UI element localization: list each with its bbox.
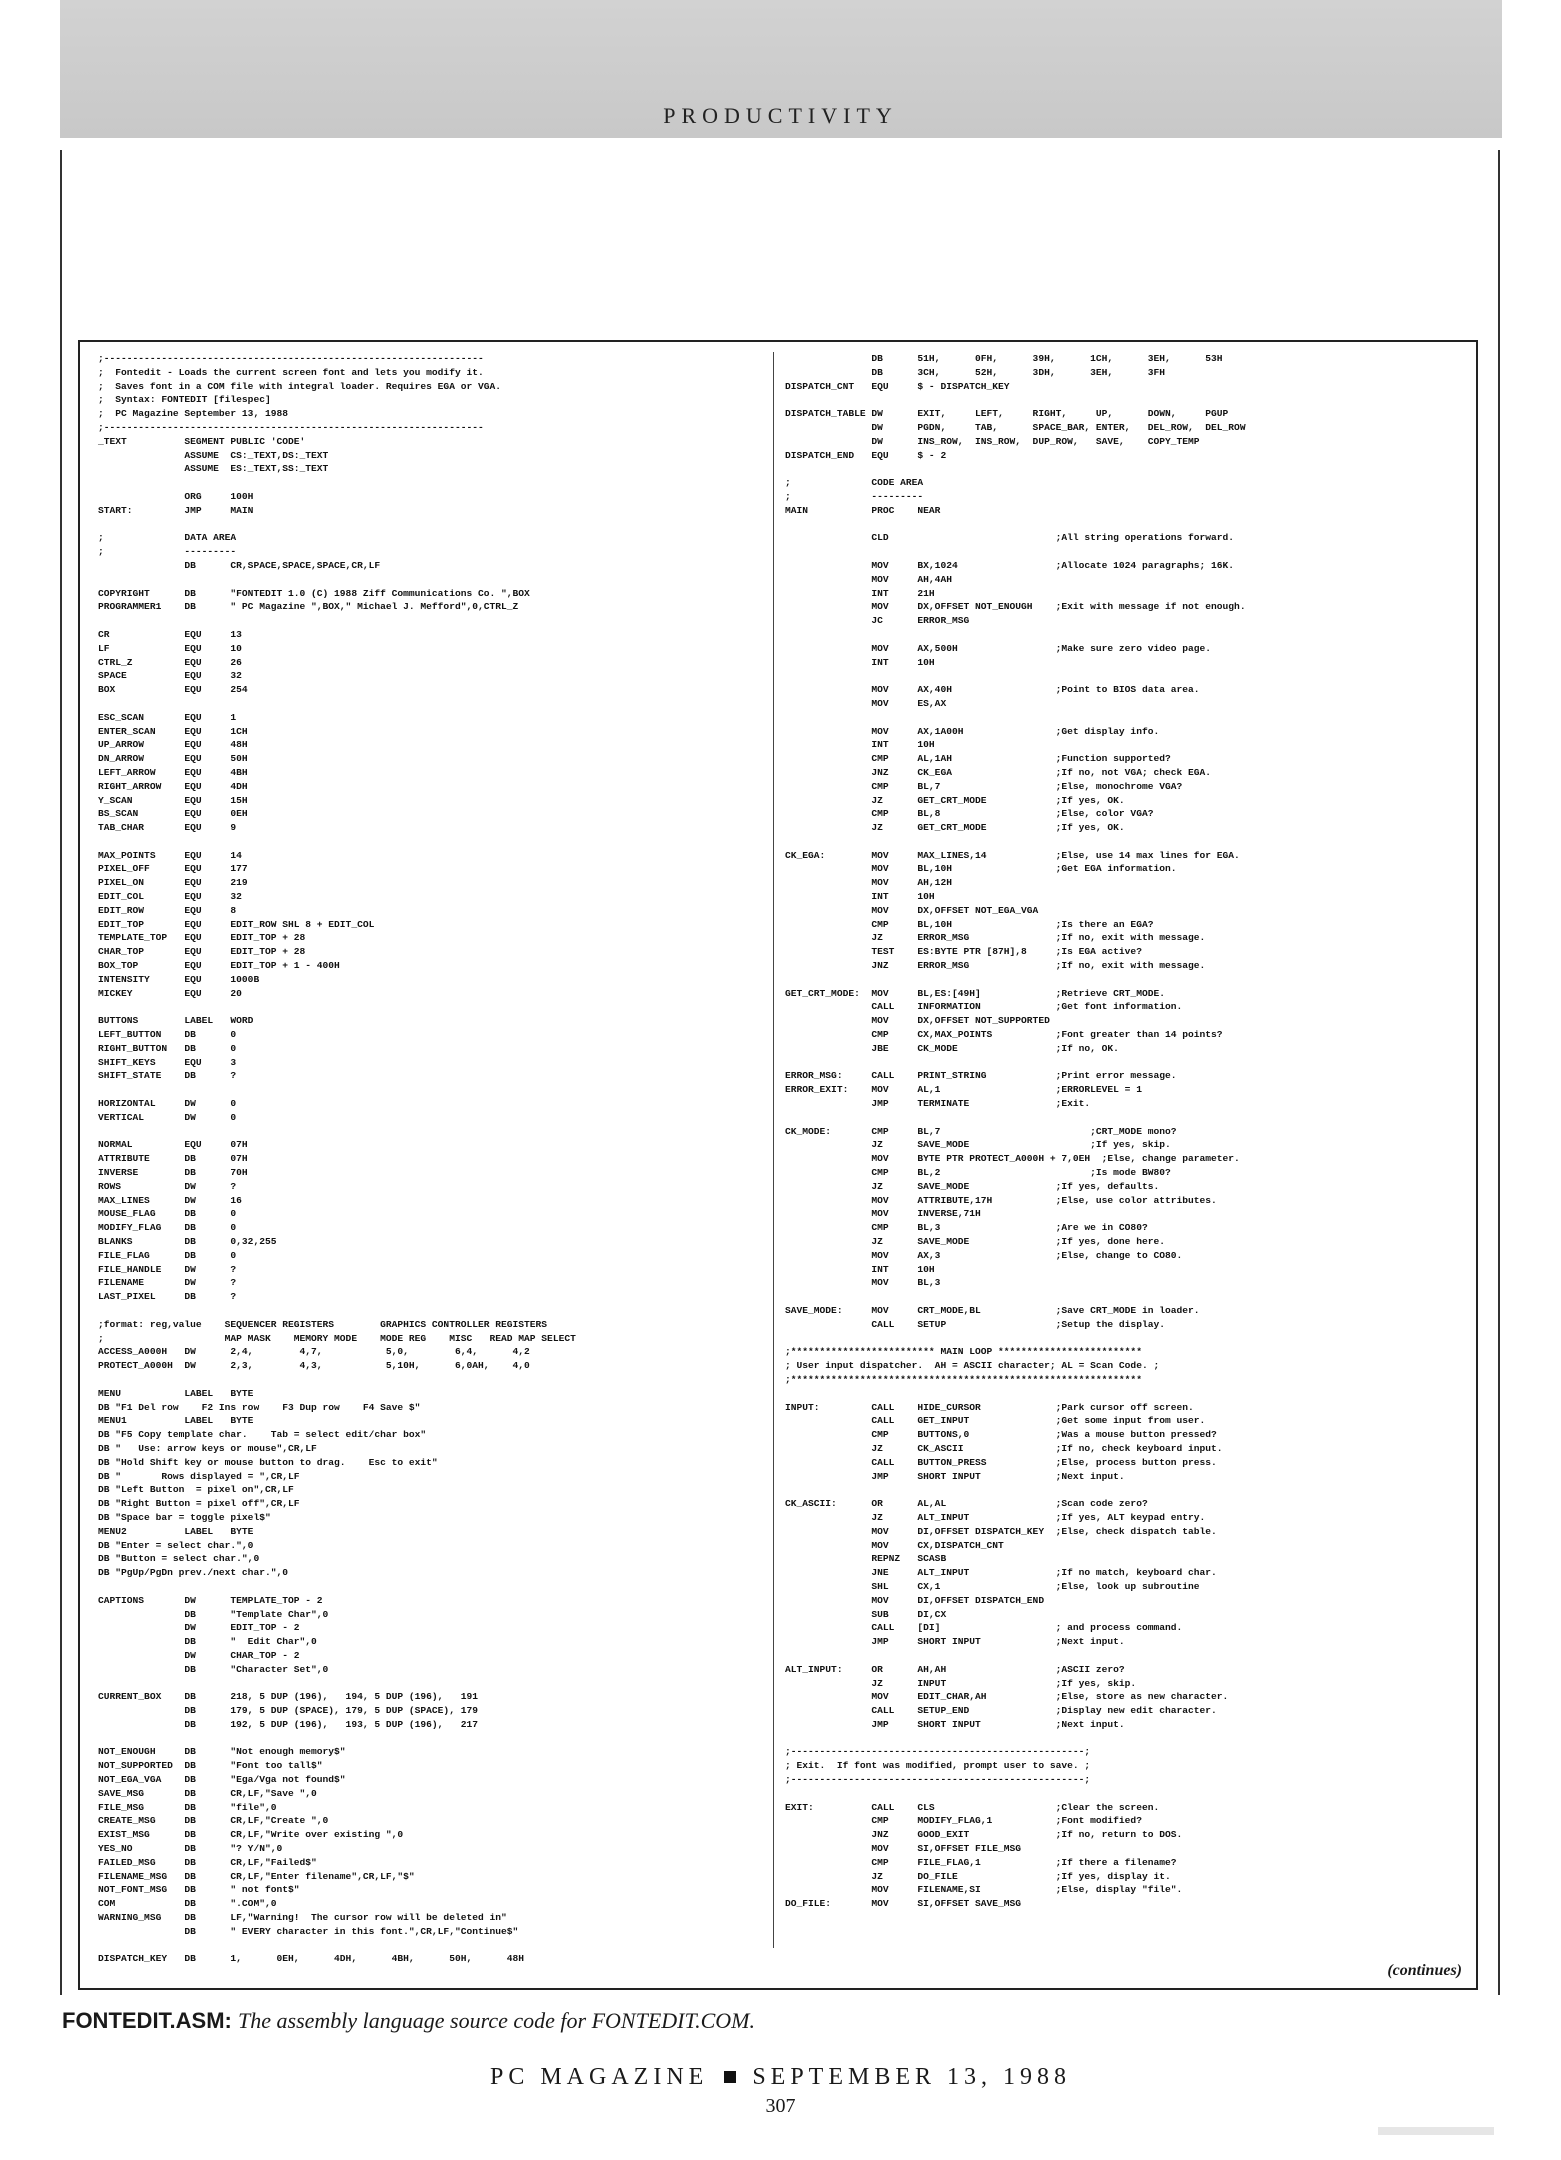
code-line: ALT_INPUT: OR AH,AH ;ASCII zero? (785, 1663, 1125, 1675)
code-line: JZ INPUT ;If yes, skip. (785, 1677, 1137, 1689)
code-line: SUB DI,CX (785, 1608, 947, 1620)
code-line (785, 1649, 1470, 1663)
code-line: GET_CRT_MODE: MOV BL,ES:[49H] ;Retrieve CRT_MODE. (785, 987, 1165, 999)
code-line: NOT_SUPPORTED DB "Font too tall$" (98, 1760, 323, 1772)
code-line: DW INS_ROW, INS_ROW, DUP_ROW, SAVE, COPY_TEMP (785, 435, 1200, 447)
code-line: MENU LABEL BYTE (98, 1387, 254, 1399)
code-line: MAX_POINTS EQU 14 (98, 849, 242, 861)
code-line: CMP BUTTONS,0 ;Was a mouse button pressed? (785, 1429, 1217, 1441)
code-line: MOV AX,3 ;Else, change to CO80. (785, 1249, 1183, 1261)
code-line: MOV AH,4AH (785, 573, 952, 585)
code-line: MOV AH,12H (785, 877, 952, 889)
code-line: MENU1 LABEL BYTE (98, 1415, 254, 1427)
code-line: ;---------------------------------------------------; (785, 1774, 1091, 1786)
code-line: LEFT_ARROW EQU 4BH (98, 766, 248, 778)
code-line: UP_ARROW EQU 48H (98, 739, 248, 751)
code-line: REPNZ SCASB (785, 1553, 947, 1565)
code-line: ;---------------------------------------------------; (785, 1746, 1091, 1758)
code-line: ; PC Magazine September 13, 1988 (98, 408, 288, 420)
code-line: ;------------------------------------------------------------------ (98, 353, 484, 364)
code-line: SHIFT_STATE DB ? (98, 1070, 237, 1082)
code-line (98, 476, 773, 490)
code-line: CALL GET_INPUT ;Get some input from user. (785, 1415, 1206, 1427)
code-line: JZ ALT_INPUT ;If yes, ALT keypad entry. (785, 1511, 1206, 1523)
code-line: MOV FILENAME,SI ;Else, display "file". (785, 1884, 1183, 1896)
code-line: ; --------- (785, 490, 924, 502)
code-line (785, 973, 1470, 987)
code-line: INPUT: CALL HIDE_CURSOR ;Park cursor off screen. (785, 1401, 1194, 1413)
code-line: JZ CK_ASCII ;If no, check keyboard input. (785, 1442, 1223, 1454)
code-line (98, 1580, 773, 1594)
code-line: ; --------- (98, 546, 237, 558)
code-line: JMP SHORT INPUT ;Next input. (785, 1718, 1125, 1730)
code-line: DB 179, 5 DUP (SPACE), 179, 5 DUP (SPACE), 179 (98, 1705, 478, 1717)
code-line: CALL INFORMATION ;Get font information. (785, 1001, 1183, 1013)
code-line: CK_EGA: MOV MAX_LINES,14 ;Else, use 14 max lines for EGA. (785, 849, 1240, 861)
code-line (785, 1056, 1470, 1070)
code-line: JBE CK_MODE ;If no, OK. (785, 1042, 1119, 1054)
page-number: 307 (765, 2095, 796, 2117)
code-line (98, 1000, 773, 1014)
code-line: CR EQU 13 (98, 628, 242, 640)
code-line (98, 697, 773, 711)
code-line: CMP AL,1AH ;Function supported? (785, 753, 1171, 765)
column-divider (773, 352, 774, 1948)
magazine-name: PC MAGAZINE (489, 2064, 709, 2090)
code-line: CMP BL,8 ;Else, color VGA? (785, 808, 1154, 820)
code-line: CMP BL,10H ;Is there an EGA? (785, 918, 1154, 930)
code-line: ROWS DW ? (98, 1180, 237, 1192)
code-line (98, 835, 773, 849)
continues-label: (continues) (1387, 1962, 1462, 1979)
code-line: CK_ASCII: OR AL,AL ;Scan code zero? (785, 1498, 1148, 1510)
code-line: MOV DX,OFFSET NOT_SUPPORTED (785, 1015, 1050, 1027)
code-line: BOX EQU 254 (98, 684, 248, 696)
separator-square-icon (724, 2071, 736, 2083)
code-line: CALL SETUP_END ;Display new edit character. (785, 1705, 1217, 1717)
code-line: MOV DX,OFFSET NOT_EGA_VGA (785, 904, 1039, 916)
code-line: ;************************************************************* (785, 1373, 1142, 1385)
code-line: SAVE_MSG DB CR,LF,"Save ",0 (98, 1787, 317, 1799)
code-line: DW PGDN, TAB, SPACE_BAR, ENTER, DEL_ROW, DEL_ROW (785, 421, 1246, 433)
code-line: MOV CX,DISPATCH_CNT (785, 1539, 1004, 1551)
caption-label: FONTEDIT.ASM: (62, 2008, 232, 2033)
code-line: FILE_FLAG DB 0 (98, 1249, 237, 1261)
code-line: DB "Hold Shift key or mouse button to drag. Esc to exit" (98, 1456, 438, 1468)
code-line: MOV BX,1024 ;Allocate 1024 paragraphs; 16K. (785, 559, 1235, 571)
code-line (785, 1732, 1470, 1746)
code-line (785, 1332, 1470, 1346)
code-line: BS_SCAN EQU 0EH (98, 808, 248, 820)
code-line: LEFT_BUTTON DB 0 (98, 1029, 237, 1041)
code-line: MENU2 LABEL BYTE (98, 1525, 254, 1537)
code-line (785, 545, 1470, 559)
code-line: DISPATCH_KEY DB 1, 0EH, 4DH, 4BH, 50H, 48H (98, 1953, 525, 1965)
code-line: CK_MODE: CMP BL,7 ;CRT_MODE mono? (785, 1125, 1177, 1137)
code-line: ;------------------------------------------------------------------ (98, 421, 484, 433)
code-line (98, 1939, 773, 1953)
code-line: INT 21H (785, 587, 935, 599)
code-line: MAX_LINES DW 16 (98, 1194, 242, 1206)
code-line: TEMPLATE_TOP EQU EDIT_TOP + 28 (98, 932, 306, 944)
code-line (785, 835, 1470, 849)
code-line: DB "F5 Copy template char. Tab = select edit/char box" (98, 1429, 427, 1441)
code-line: COM DB ".COM",0 (98, 1898, 277, 1910)
code-line: DO_FILE: MOV SI,OFFSET SAVE_MSG (785, 1898, 1022, 1910)
code-line: ;************************* MAIN LOOP ************************* (785, 1346, 1142, 1358)
code-line: MOV ES,AX (785, 697, 947, 709)
listing-column-left (98, 352, 773, 1965)
code-line: MOV AX,1A00H ;Get display info. (785, 725, 1160, 737)
code-line: INT 10H (785, 739, 935, 751)
code-line: JZ SAVE_MODE ;If yes, defaults. (785, 1180, 1160, 1192)
code-line: CHAR_TOP EQU EDIT_TOP + 28 (98, 946, 306, 958)
code-line: CALL BUTTON_PRESS ;Else, process button press. (785, 1456, 1217, 1468)
code-line: JMP SHORT INPUT ;Next input. (785, 1470, 1125, 1482)
code-line: JZ SAVE_MODE ;If yes, done here. (785, 1236, 1165, 1247)
code-line: PIXEL_OFF EQU 177 (98, 863, 248, 875)
code-line: FILENAME_MSG DB CR,LF,"Enter filename",CR,LF,"$" (98, 1870, 415, 1882)
code-line: MOV AX,500H ;Make sure zero video page. (785, 642, 1212, 654)
code-line: CMP BL,3 ;Are we in CO80? (785, 1222, 1148, 1234)
code-line: DB " Edit Char",0 (98, 1636, 317, 1648)
code-line: DN_ARROW EQU 50H (98, 753, 248, 765)
code-line (785, 1387, 1470, 1401)
scan-smudge (1378, 2127, 1494, 2135)
code-line: CALL SETUP ;Setup the display. (785, 1318, 1165, 1330)
code-line: JZ SAVE_MODE ;If yes, skip. (785, 1139, 1171, 1151)
code-line: ; User input dispatcher. AH = ASCII character; AL = Scan Code. ; (785, 1360, 1160, 1372)
code-line: EXIT: CALL CLS ;Clear the screen. (785, 1801, 1160, 1813)
code-line (785, 1787, 1470, 1801)
code-line: _TEXT SEGMENT PUBLIC 'CODE' (98, 435, 306, 447)
code-line: JMP TERMINATE ;Exit. (785, 1098, 1091, 1110)
code-line (98, 1732, 773, 1746)
code-line: CMP MODIFY_FLAG,1 ;Font modified? (785, 1815, 1142, 1827)
code-line: MOV EDIT_CHAR,AH ;Else, store as new character. (785, 1691, 1229, 1703)
code-line: FILE_HANDLE DW ? (98, 1263, 237, 1275)
code-line: WARNING_MSG DB LF,"Warning! The cursor row will be deleted in" (98, 1912, 507, 1924)
code-line: FAILED_MSG DB CR,LF,"Failed$" (98, 1856, 317, 1868)
code-line (785, 1483, 1470, 1497)
code-line: ; Exit. If font was modified, prompt user to save. ; (785, 1760, 1091, 1772)
code-line: ERROR_EXIT: MOV AL,1 ;ERRORLEVEL = 1 (785, 1084, 1142, 1096)
code-line: TAB_CHAR EQU 9 (98, 822, 237, 834)
code-line: SPACE EQU 32 (98, 670, 242, 682)
code-line (785, 393, 1470, 407)
code-line: ; Fontedit - Loads the current screen font and lets you modify it. (98, 366, 484, 378)
code-line (785, 711, 1470, 725)
code-line: PROGRAMMER1 DB " PC Magazine ",BOX," Michael J. Mefford",0,CTRL_Z (98, 601, 519, 613)
code-line: EDIT_ROW EQU 8 (98, 904, 237, 916)
code-line: MOUSE_FLAG DB 0 (98, 1208, 237, 1220)
code-line (98, 1304, 773, 1318)
code-line: DB " Use: arrow keys or mouse",CR,LF (98, 1442, 317, 1454)
code-line: JZ GET_CRT_MODE ;If yes, OK. (785, 822, 1125, 834)
code-line: NOT_EGA_VGA DB "Ega/Vga not found$" (98, 1774, 346, 1786)
code-line: DB "Template Char",0 (98, 1608, 329, 1620)
code-line (785, 669, 1470, 683)
code-line: DB " Rows displayed = ",CR,LF (98, 1470, 300, 1482)
code-line: MOV DX,OFFSET NOT_ENOUGH ;Exit with message if not enough. (785, 601, 1246, 613)
code-line: JNE ALT_INPUT ;If no match, keyboard char. (785, 1567, 1217, 1579)
code-line: INVERSE DB 70H (98, 1167, 248, 1179)
code-line: BOX_TOP EQU EDIT_TOP + 1 - 400H (98, 960, 340, 972)
code-line: JZ GET_CRT_MODE ;If yes, OK. (785, 794, 1125, 806)
code-line: DB 51H, 0FH, 39H, 1CH, 3EH, 53H (785, 353, 1223, 364)
section-label: PRODUCTIVITY (663, 103, 898, 128)
code-line: NOT_ENOUGH DB "Not enough memory$" (98, 1746, 346, 1758)
code-line: INT 10H (785, 1263, 935, 1275)
code-line: BUTTONS LABEL WORD (98, 1015, 254, 1027)
code-line: SHIFT_KEYS EQU 3 (98, 1056, 237, 1068)
code-line: YES_NO DB "? Y/N",0 (98, 1843, 283, 1855)
code-line (98, 1125, 773, 1139)
code-line (98, 1083, 773, 1097)
code-line: ACCESS_A000H DW 2,4, 4,7, 5,0, 6,4, 4,2 (98, 1346, 530, 1358)
code-line: DB "Space bar = toggle pixel$" (98, 1511, 271, 1523)
code-line (98, 573, 773, 587)
code-line (785, 628, 1470, 642)
issue-date: SEPTEMBER 13, 1988 (752, 2064, 1072, 2090)
listing-column-right (785, 352, 1470, 1958)
code-line: DB "PgUp/PgDn prev./next char.",0 (98, 1567, 288, 1579)
code-line: SAVE_MODE: MOV CRT_MODE,BL ;Save CRT_MODE in loader. (785, 1304, 1200, 1316)
code-line: DB " EVERY character in this font.",CR,LF,"Continue$" (98, 1925, 519, 1937)
code-line: DB "Button = select char.",0 (98, 1553, 260, 1565)
code-line: FILE_MSG DB "file",0 (98, 1801, 277, 1813)
code-line: JMP SHORT INPUT ;Next input. (785, 1636, 1125, 1648)
code-line: MOV AX,40H ;Point to BIOS data area. (785, 684, 1200, 696)
code-line: COPYRIGHT DB "FONTEDIT 1.0 (C) 1988 Ziff Communications Co. ",BOX (98, 587, 530, 599)
code-line: ASSUME CS:_TEXT,DS:_TEXT (98, 449, 329, 461)
code-line: DB "F1 Del row F2 Ins row F3 Dup row F4 Save $" (98, 1401, 421, 1413)
code-line: FILENAME DW ? (98, 1277, 237, 1289)
code-line: DB "Character Set",0 (98, 1663, 329, 1675)
code-line: LAST_PIXEL DB ? (98, 1291, 237, 1303)
code-line: DISPATCH_TABLE DW EXIT, LEFT, RIGHT, UP, DOWN, PGUP (785, 408, 1229, 420)
code-line: MAIN PROC NEAR (785, 504, 941, 516)
code-line: MOV DI,OFFSET DISPATCH_KEY ;Else, check dispatch table. (785, 1525, 1217, 1537)
code-line: DISPATCH_CNT EQU $ - DISPATCH_KEY (785, 380, 1010, 392)
code-line: DW CHAR_TOP - 2 (98, 1649, 300, 1661)
code-line: ATTRIBUTE DB 07H (98, 1153, 248, 1165)
code-line: CMP BL,2 ;Is mode BW80? (785, 1167, 1171, 1179)
code-line (785, 518, 1470, 532)
code-line: NORMAL EQU 07H (98, 1139, 248, 1151)
code-line: HORIZONTAL DW 0 (98, 1098, 237, 1110)
code-line (98, 614, 773, 628)
code-line: ENTER_SCAN EQU 1CH (98, 725, 248, 737)
code-line: MOV INVERSE,71H (785, 1208, 981, 1220)
code-line: CREATE_MSG DB CR,LF,"Create ",0 (98, 1815, 329, 1827)
code-line: JZ DO_FILE ;If yes, display it. (785, 1870, 1171, 1882)
code-line: MODIFY_FLAG DB 0 (98, 1222, 237, 1234)
code-line: Y_SCAN EQU 15H (98, 794, 248, 806)
code-line: JNZ GOOD_EXIT ;If no, return to DOS. (785, 1829, 1183, 1841)
code-line: SHL CX,1 ;Else, look up subroutine (785, 1580, 1200, 1592)
code-line: ASSUME ES:_TEXT,SS:_TEXT (98, 463, 329, 475)
code-line: ; Syntax: FONTEDIT [filespec] (98, 394, 271, 406)
code-line: DW EDIT_TOP - 2 (98, 1622, 300, 1634)
code-line: DB 192, 5 DUP (196), 193, 5 DUP (196), 217 (98, 1718, 478, 1730)
code-line: MOV DI,OFFSET DISPATCH_END (785, 1594, 1045, 1606)
code-line: ; Saves font in a COM file with integral loader. Requires EGA or VGA. (98, 380, 502, 392)
code-line: PIXEL_ON EQU 219 (98, 877, 248, 889)
code-line: INTENSITY EQU 1000B (98, 973, 260, 985)
code-line: JZ ERROR_MSG ;If no, exit with message. (785, 932, 1206, 944)
code-line: START: JMP MAIN (98, 504, 254, 516)
code-line: ; MAP MASK MEMORY MODE MODE REG MISC READ MAP SELECT (98, 1332, 576, 1344)
code-line: MOV BYTE PTR PROTECT_A000H + 7,0EH ;Else, change parameter. (785, 1153, 1240, 1165)
code-line: EDIT_COL EQU 32 (98, 891, 242, 903)
code-line: ; DATA AREA (98, 532, 237, 544)
code-line: DB "Right Button = pixel off",CR,LF (98, 1498, 300, 1510)
code-listing (78, 340, 1478, 1990)
code-line: DB "Enter = select char.",0 (98, 1539, 254, 1551)
code-line: INT 10H (785, 891, 935, 903)
figure-caption (62, 2008, 755, 2034)
code-line: LF EQU 10 (98, 642, 242, 654)
code-line (785, 462, 1470, 476)
code-line: CMP FILE_FLAG,1 ;If there a filename? (785, 1856, 1177, 1868)
code-line: CLD ;All string operations forward. (785, 532, 1235, 544)
code-line: NOT_FONT_MSG DB " not font$" (98, 1884, 300, 1896)
code-line: RIGHT_ARROW EQU 4DH (98, 780, 248, 792)
code-line: ESC_SCAN EQU 1 (98, 711, 237, 723)
code-line: BLANKS DB 0,32,255 (98, 1236, 277, 1247)
page-footer (0, 2064, 1561, 2091)
code-line: DB 3CH, 52H, 3DH, 3EH, 3FH (785, 366, 1165, 378)
code-line: INT 10H (785, 656, 935, 668)
code-line: CMP BL,7 ;Else, monochrome VGA? (785, 780, 1183, 792)
code-line (785, 1290, 1470, 1304)
code-line: CMP CX,MAX_POINTS ;Font greater than 14 points? (785, 1029, 1223, 1041)
code-line: CAPTIONS DW TEMPLATE_TOP - 2 (98, 1594, 323, 1606)
code-line: DB CR,SPACE,SPACE,SPACE,CR,LF (98, 559, 381, 571)
code-line: ERROR_MSG: CALL PRINT_STRING ;Print error message. (785, 1070, 1177, 1082)
code-line: CTRL_Z EQU 26 (98, 656, 242, 668)
code-line: EXIST_MSG DB CR,LF,"Write over existing ",0 (98, 1829, 404, 1841)
code-line: CALL [DI] ; and process command. (785, 1622, 1183, 1634)
code-line: ;format: reg,value SEQUENCER REGISTERS GRAPHICS CONTROLLER REGISTERS (98, 1318, 548, 1330)
code-line: TEST ES:BYTE PTR [87H],8 ;Is EGA active? (785, 946, 1142, 958)
code-line: RIGHT_BUTTON DB 0 (98, 1042, 237, 1054)
code-line: ; CODE AREA (785, 477, 924, 489)
code-line: VERTICAL DW 0 (98, 1111, 237, 1123)
code-line: EDIT_TOP EQU EDIT_ROW SHL 8 + EDIT_COL (98, 918, 375, 930)
code-line (98, 518, 773, 532)
code-line: PROTECT_A000H DW 2,3, 4,3, 5,10H, 6,0AH, 4,0 (98, 1360, 530, 1372)
code-line: MOV BL,10H ;Get EGA information. (785, 863, 1177, 875)
code-line: DISPATCH_END EQU $ - 2 (785, 449, 947, 461)
code-line: CURRENT_BOX DB 218, 5 DUP (196), 194, 5 DUP (196), 191 (98, 1691, 478, 1703)
code-line: MOV BL,3 (785, 1277, 941, 1289)
code-line: MICKEY EQU 20 (98, 987, 242, 999)
code-line: JNZ ERROR_MSG ;If no, exit with message. (785, 960, 1206, 972)
code-line: ORG 100H (98, 490, 254, 502)
code-line (98, 1373, 773, 1387)
caption-text: The assembly language source code for FONTEDIT.COM. (238, 2008, 755, 2033)
code-line: JNZ CK_EGA ;If no, not VGA; check EGA. (785, 766, 1212, 778)
code-line: MOV ATTRIBUTE,17H ;Else, use color attributes. (785, 1194, 1217, 1206)
code-line: DB "Left Button = pixel on",CR,LF (98, 1484, 294, 1496)
code-line (785, 1111, 1470, 1125)
code-line (98, 1677, 773, 1691)
code-line: JC ERROR_MSG (785, 615, 970, 627)
code-line: MOV SI,OFFSET FILE_MSG (785, 1843, 1022, 1855)
